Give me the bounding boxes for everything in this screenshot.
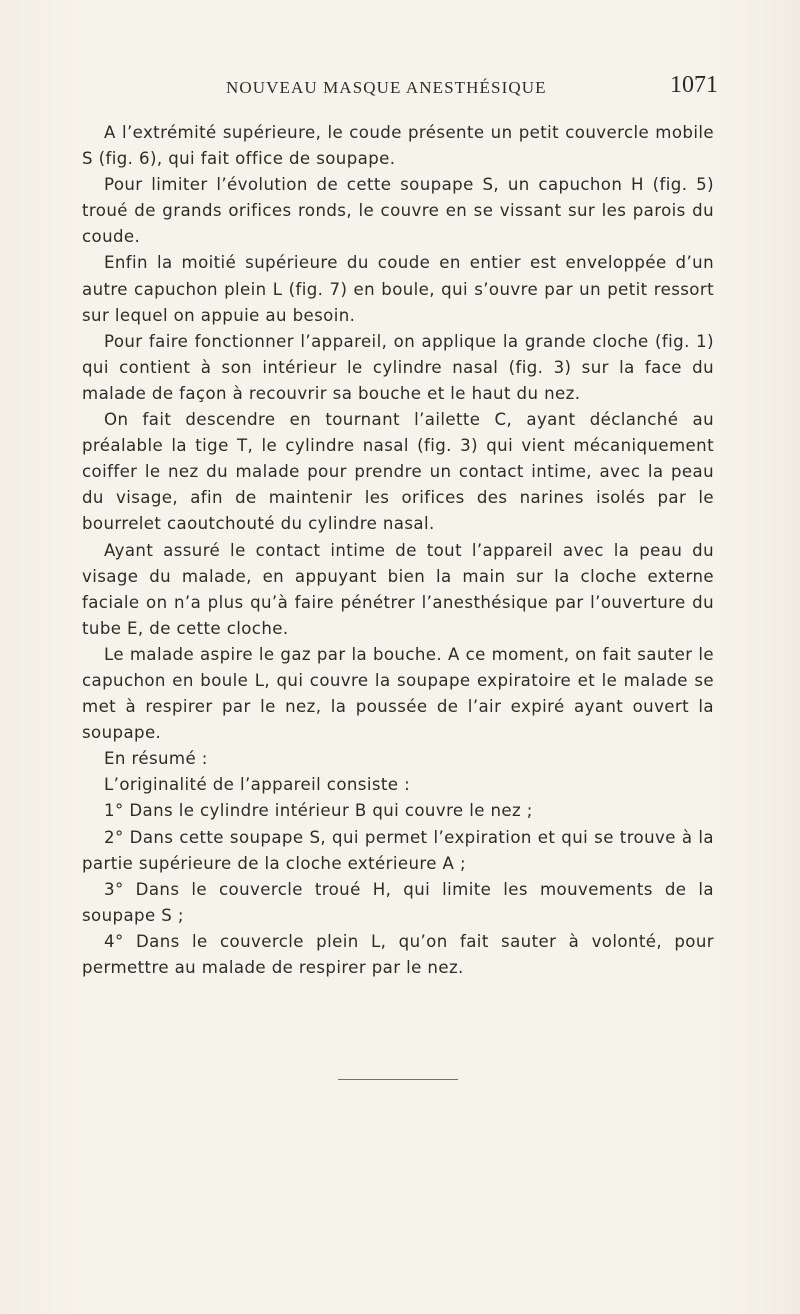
summary-item: 3° Dans le couvercle troué H, qui limite les mouvements de la soupape S ; (82, 879, 714, 925)
summary-item: 2° Dans cette soupape S, qui permet l’expiration et qui se trouve à la partie supérieure de la cloche extérieure A ; (82, 827, 714, 873)
section-separator (338, 1079, 458, 1080)
running-head (82, 74, 718, 108)
paragraph: Pour limiter l’évolution de cette soupape S, un capuchon H (fig. 5) troué de grands orifices ronds, le couvre en se vissant sur les parois du coude. (82, 175, 714, 247)
body-text (82, 120, 714, 981)
summary-intro: L’originalité de l’appareil consiste : (104, 775, 411, 795)
paragraph: On fait descendre en tournant l’ailette C, ayant déclanché au préalable la tige T, le cylindre nasal (fig. 3) qui vient mécaniquement coiffer le nez du malade pour prendre un contact intime, avec la peau du visage, afin de maintenir les orifices des narines isolés par le bourrelet caoutchouté du cylindre nasal. (82, 410, 714, 534)
paragraph: Pour faire fonctionner l’appareil, on applique la grande cloche (fig. 1) qui contient à son intérieur le cylindre nasal (fig. 3) sur la face du malade de façon à recouvrir sa bouche et le haut du nez. (82, 331, 714, 403)
paragraph: Enfin la moitié supérieure du coude en entier est enveloppée d’un autre capuchon plein L (fig. 7) en boule, qui s’ouvre par un petit ressort sur lequel on appuie au besoin. (82, 253, 714, 325)
paragraph: Ayant assuré le contact intime de tout l’appareil avec la peau du visage du malade, en appuyant bien la main sur la cloche externe faciale on n’a plus qu’à faire pénétrer l’anesthésique par l’ouverture du tube E, de cette cloche. (82, 540, 714, 638)
page-number: 1071 (670, 72, 718, 98)
summary-item: 4° Dans le couvercle plein L, qu’on fait sauter à volonté, pour permettre au malade de respirer par le nez. (82, 931, 714, 977)
summary-heading: En résumé : (104, 749, 208, 769)
running-title: NOUVEAU MASQUE ANESTHÉSIQUE (226, 78, 547, 97)
summary-item: 1° Dans le cylindre intérieur B qui couvre le nez ; (104, 801, 533, 821)
paragraph: Le malade aspire le gaz par la bouche. A ce moment, on fait sauter le capuchon en boule L, qui couvre la soupape expiratoire et le malade se met à respirer par le nez, la poussée de l’air expiré ayant ouvert la soupape. (82, 644, 714, 743)
paragraph: A l’extrémité supérieure, le coude présente un petit couvercle mobile S (fig. 6), qui fait office de soupape. (82, 123, 714, 169)
